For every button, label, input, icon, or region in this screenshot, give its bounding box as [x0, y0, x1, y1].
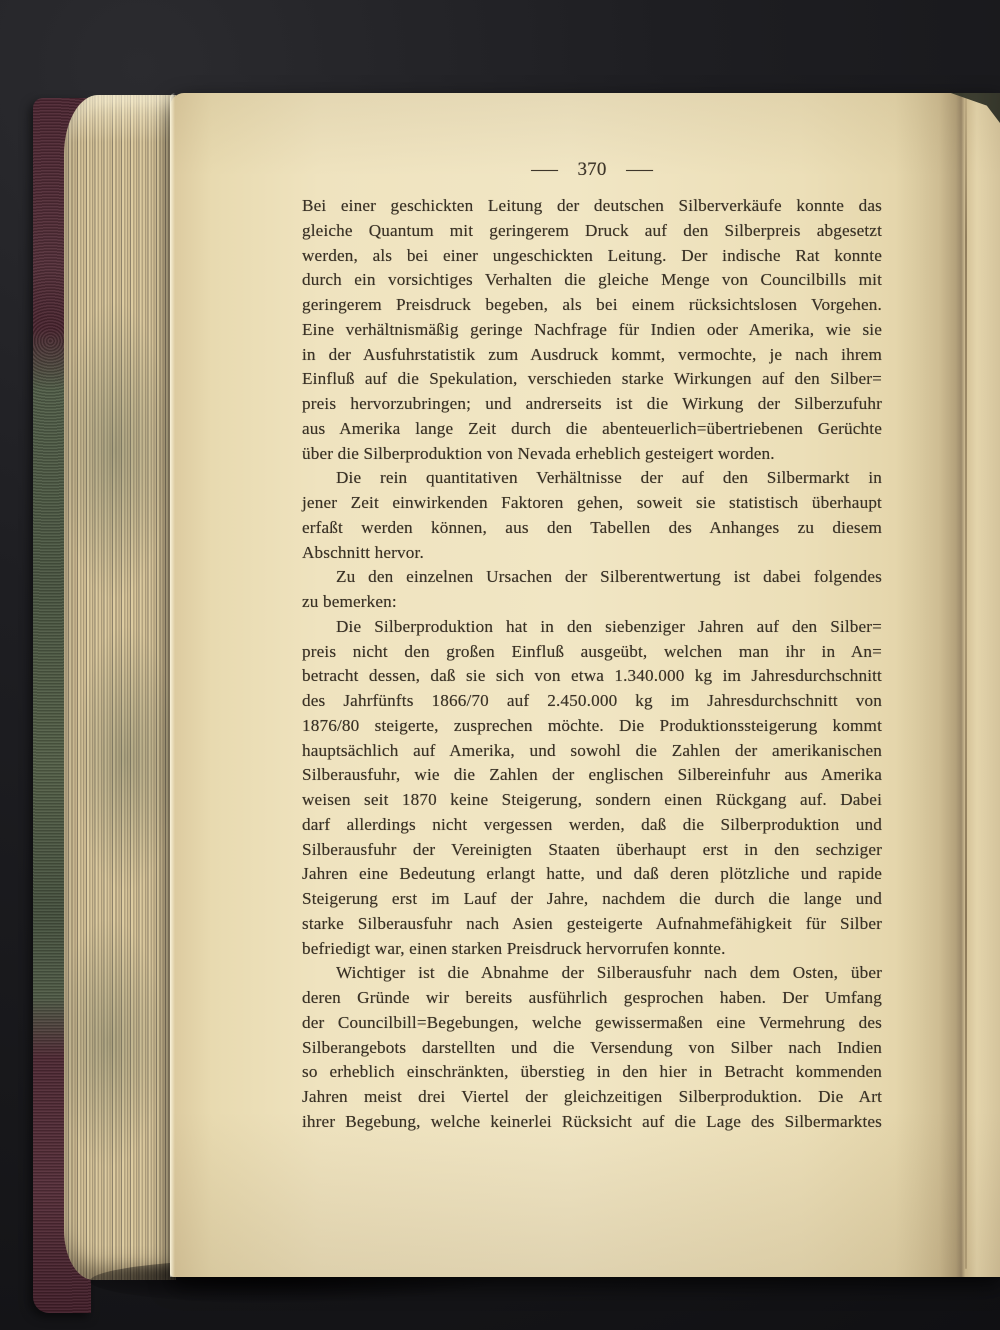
print-area [302, 157, 882, 1135]
gutter-shading [895, 93, 1000, 1277]
text-line: darf allerdings nicht vergessen werden, daß die Silberproduktion und [302, 814, 882, 834]
text-line: Steigerung erst im Lauf der Jahre, nachdem die durch die lange und [302, 889, 882, 908]
text-line: Jahren eine Bedeutung erlangt hatte, und daß deren plötzliche und rapide [302, 864, 882, 884]
text-line: Zu den einzelnen Ursachen der Silberentwertung ist dabei folgendes [336, 567, 882, 587]
text-line: erfaßt werden können, aus den Tabellen des Anhanges zu diesem [302, 517, 882, 537]
text-line: des Jahrfünfts 1866/70 auf 2.450.000 kg im Jahresdurchschnitt von [302, 691, 882, 710]
text-line: in der Ausfuhrstatistik zum Ausdruck kommt, vermochte, je nach ihrem [302, 344, 882, 364]
header-dash-left: — [530, 159, 558, 180]
text-line: jener Zeit einwirkenden Faktoren gehen, soweit sie statistisch überhaupt [302, 493, 882, 512]
text-line: so erheblich einschränkten, überstieg in den hier in Betracht kommenden [302, 1062, 882, 1082]
text-line: hauptsächlich auf Amerika, und sowohl die Zahlen der amerikanischen [302, 740, 882, 760]
text-line: starke Silberausfuhr nach Asien gesteigerte Aufnahmefähigkeit für Silber [302, 913, 882, 933]
text-line: betracht dessen, daß sie sich von etwa 1.340.000 kg im Jahresdurchschnitt [302, 666, 882, 686]
book-page [170, 93, 1000, 1277]
text-line: aus Amerika lange Zeit durch die abenteuerlich=übertriebenen Gerüchte [302, 418, 882, 438]
text-line: preis hervorzubringen; und andrerseits ist die Wirkung der Silberzufuhr [302, 394, 882, 413]
text-line: Bei einer geschickten Leitung der deutschen Silberverkäufe konnte das [302, 196, 882, 215]
text-line: Jahren meist drei Viertel der gleichzeitigen Silberproduktion. Die Art [302, 1087, 882, 1106]
text-line: Eine verhältnismäßig geringe Nachfrage für Indien oder Amerika, wie sie [302, 319, 882, 339]
text-line: Silberangebots darstellten und die Versendung von Silber nach Indien [302, 1037, 882, 1057]
page-fore-edge [64, 95, 176, 1280]
text-line: geringerem Preisdruck begeben, als bei einem rücksichtslosen Vorgehen. [302, 295, 882, 314]
text-line: ihrer Begebung, welche keinerlei Rücksicht auf die Lage des Silbermarktes [302, 1111, 882, 1131]
gutter-crease [965, 97, 967, 1269]
text-line: preis nicht den großen Einfluß ausgeübt, welchen man ihr in An= [302, 641, 882, 661]
page-edge-highlight [170, 93, 175, 1277]
text-line: befriedigt war, einen starken Preisdruck hervorrufen konnte. [302, 938, 726, 958]
page-header [302, 157, 882, 183]
text-line: Silberausfuhr der Vereinigten Staaten überhaupt erst in den sechziger [302, 839, 882, 859]
text-line: über die Silberproduktion von Nevada erheblich gesteigert worden. [302, 443, 775, 463]
text-line: Die Silberproduktion hat in den siebenziger Jahren auf den Silber= [336, 616, 882, 636]
text-line: weisen seit 1870 keine Steigerung, sondern einen Rückgang auf. Dabei [302, 790, 882, 809]
text-line: durch ein vorsichtiges Verhalten die gleiche Menge von Councilbills mit [302, 270, 882, 290]
text-line: 1876/80 steigerte, zusprechen möchte. Die Produktionssteigerung kommt [302, 715, 882, 735]
text-line: Abschnitt hervor. [302, 542, 424, 562]
text-line: Die rein quantitativen Verhältnisse der auf den Silbermarkt in [336, 468, 882, 488]
text-line: zu bemerken: [302, 592, 397, 611]
header-dash-right: — [626, 159, 654, 180]
page-number: 370 [577, 159, 607, 180]
text-line: der Councilbill=Begebungen, welche gewissermaßen eine Vermehrung des [302, 1012, 882, 1032]
text-line: werden, als bei einer ungeschickten Leitung. Der indische Rat konnte [302, 245, 882, 265]
text-line: deren Gründe wir bereits ausführlich gesprochen haben. Der Umfang [302, 988, 882, 1007]
text-line: Einfluß auf die Spekulation, verschieden starke Wirkungen auf den Silber= [302, 369, 882, 389]
text-line: gleiche Quantum mit geringerem Druck auf den Silberpreis abgesetzt [302, 220, 882, 240]
text-line: Silberausfuhr, wie die Zahlen der englischen Silbereinfuhr aus Amerika [302, 765, 882, 785]
text-line: Wichtiger ist die Abnahme der Silberausfuhr nach dem Osten, über [336, 963, 882, 983]
text-block [302, 194, 882, 1135]
